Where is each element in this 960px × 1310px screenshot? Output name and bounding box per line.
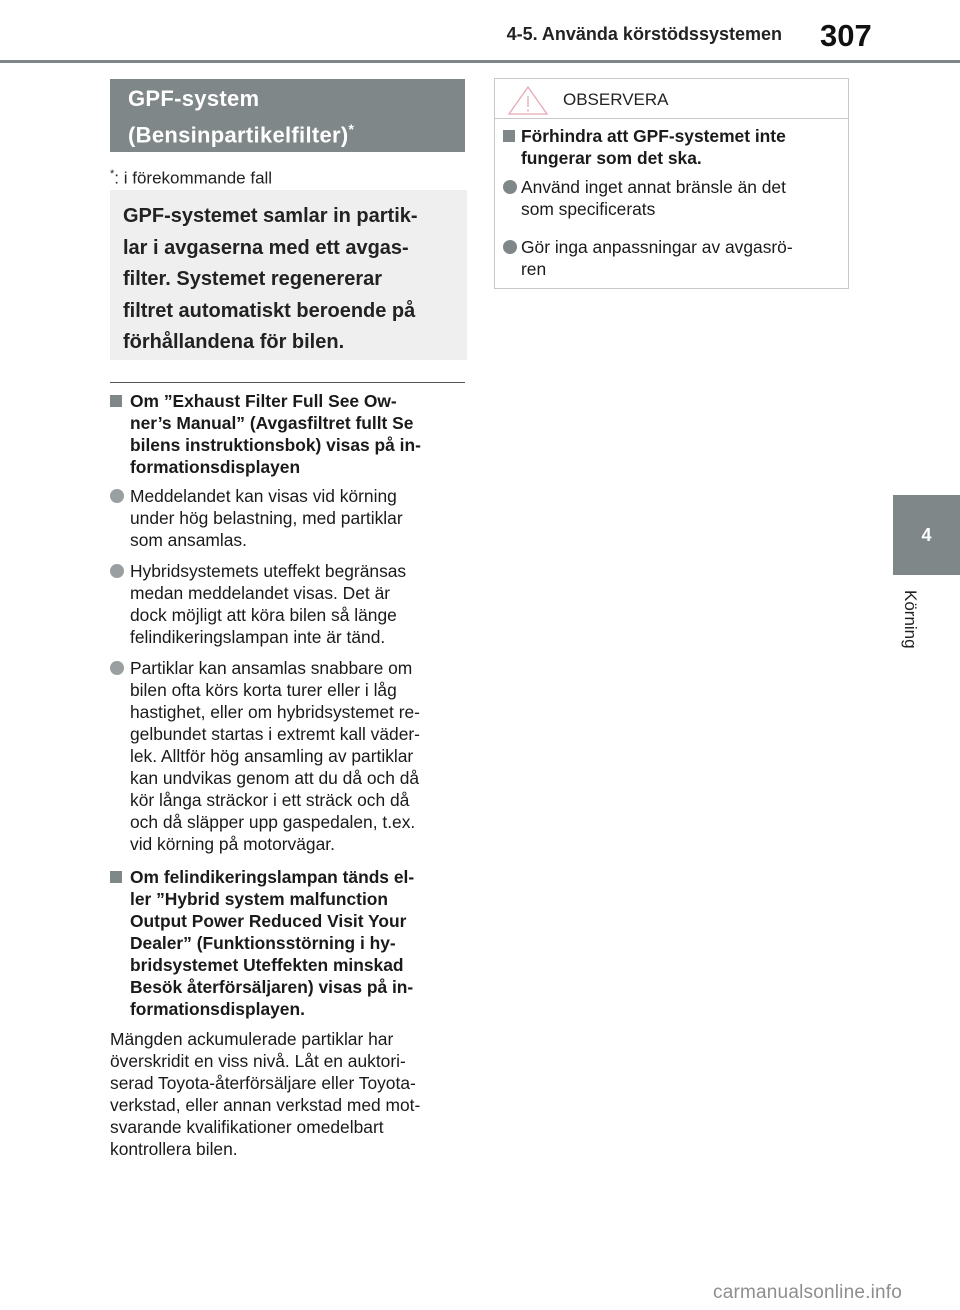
warning-triangle-icon xyxy=(507,85,549,115)
chapter-section-title: 4-5. Använda körstödssystemen xyxy=(506,24,782,44)
section-heading-line2: (Bensinpartikelfilter)* xyxy=(128,121,355,148)
text-line: formationsdisplayen xyxy=(130,457,301,477)
text-line: Output Power Reduced Visit Your xyxy=(130,911,407,931)
chapter-tab-number: 4 xyxy=(921,524,932,545)
chapter-tab[interactable] xyxy=(893,495,960,575)
text-line: Förhindra att GPF-systemet inte xyxy=(521,126,786,146)
circle-bullet-icon xyxy=(503,176,517,199)
text-line: ren xyxy=(521,259,547,279)
summary-line: lar i avgaserna med ett avgas- xyxy=(123,236,409,259)
text-line: Mängden ackumulerade partiklar har xyxy=(110,1029,394,1049)
circle-bullet-icon xyxy=(110,560,124,583)
text-line: Om felindikeringslampan tänds el- xyxy=(130,867,415,887)
text-line: hastighet, eller om hybridsystemet re- xyxy=(130,702,420,722)
topic-heading-exhaust-filter-full xyxy=(110,390,468,478)
summary-line: GPF-systemet samlar in partik- xyxy=(123,205,418,227)
text-line: ner’s Manual” (Avgasfiltret fullt Se xyxy=(130,413,414,433)
section-heading xyxy=(110,79,465,152)
notice-title: OBSERVERA xyxy=(563,90,669,109)
summary-line: filtret automatiskt beroende på xyxy=(123,299,416,322)
notice-item xyxy=(503,176,838,220)
chapter-tab-label: Körning xyxy=(901,590,920,649)
circle-bullet-icon xyxy=(110,485,124,508)
text-line: bilen ofta körs korta turer eller i låg xyxy=(130,680,397,700)
text-line: felindikeringslampan inte är tänd. xyxy=(130,627,386,647)
text-line: under hög belastning, med partiklar xyxy=(130,508,403,528)
square-bullet-icon xyxy=(503,125,515,147)
page-number: 307 xyxy=(820,18,872,53)
text-line: medan meddelandet visas. Det är xyxy=(130,583,391,603)
list-item xyxy=(110,560,468,648)
text-line: Dealer” (Funktionsstörning i hy- xyxy=(130,933,396,953)
circle-bullet-icon xyxy=(503,236,517,259)
text-line: som ansamlas. xyxy=(130,530,247,550)
notice-item xyxy=(503,236,838,280)
text-line: dock möjligt att köra bilen så länge xyxy=(130,605,397,625)
text-line: verkstad, eller annan verkstad med mot- xyxy=(110,1095,421,1115)
text-line: Använd inget annat bränsle än det xyxy=(521,177,786,197)
summary-line: förhållandena för bilen. xyxy=(123,331,345,353)
footnote xyxy=(110,168,272,189)
square-bullet-icon xyxy=(110,390,122,412)
heading-asterisk: * xyxy=(348,121,355,137)
topic-heading-malfunction-lamp xyxy=(110,866,468,1020)
circle-bullet-icon xyxy=(110,657,124,680)
summary-line: filter. Systemet regenererar xyxy=(123,268,383,290)
text-line: bilens instruktionsbok) visas på in- xyxy=(130,435,421,455)
list-item xyxy=(110,485,468,551)
text-line: Besök återförsäljaren) visas på in- xyxy=(130,977,414,997)
column-rule xyxy=(110,382,465,383)
text-line: ler ”Hybrid system malfunction xyxy=(130,889,389,909)
text-line: som specificerats xyxy=(521,199,656,219)
text-line: gelbundet startas i extremt kall väder- xyxy=(130,724,420,744)
text-line: överskridit en viss nivå. Låt en auktori- xyxy=(110,1051,406,1071)
text-line: Meddelandet kan visas vid körning xyxy=(130,486,397,506)
text-line: kontrollera bilen. xyxy=(110,1139,238,1159)
list-item xyxy=(110,657,468,855)
text-line: Hybridsystemets uteffekt begränsas xyxy=(130,561,407,581)
text-line: Partiklar kan ansamlas snabbare om xyxy=(130,658,413,678)
text-line: formationsdisplayen. xyxy=(130,999,305,1019)
square-bullet-icon xyxy=(110,866,122,888)
header-rule xyxy=(0,60,960,63)
notice-divider xyxy=(494,118,849,119)
text-line: och då släpper upp gaspedalen, t.ex. xyxy=(130,812,416,832)
text-line: kör långa sträckor i ett sträck och då xyxy=(130,790,410,810)
notice-heading xyxy=(503,125,838,169)
text-line: vid körning på motorvägar. xyxy=(130,834,335,854)
text-line: svarande kvalifikationer omedelbart xyxy=(110,1117,384,1137)
text-line: bridsystemet Uteffekten minskad xyxy=(130,955,404,975)
footnote-text: : i förekommande fall xyxy=(114,168,273,188)
text-line: Gör inga anpassningar av avgasrö- xyxy=(521,237,793,257)
section-heading-line1: GPF-system xyxy=(128,86,260,111)
text-line: Om ”Exhaust Filter Full See Ow- xyxy=(130,391,397,411)
footnote-asterisk: * xyxy=(110,168,115,180)
text-line: kan undvikas genom att du då och då xyxy=(130,768,420,788)
text-line: serad Toyota-återförsäljare eller Toyota- xyxy=(110,1073,416,1093)
closing-paragraph xyxy=(110,1028,468,1160)
text-line: lek. Alltför hög ansamling av partiklar xyxy=(130,746,414,766)
watermark-text: carmanualsonline.info xyxy=(713,1282,903,1303)
summary-box xyxy=(110,190,467,360)
text-line: fungerar som det ska. xyxy=(521,148,702,168)
